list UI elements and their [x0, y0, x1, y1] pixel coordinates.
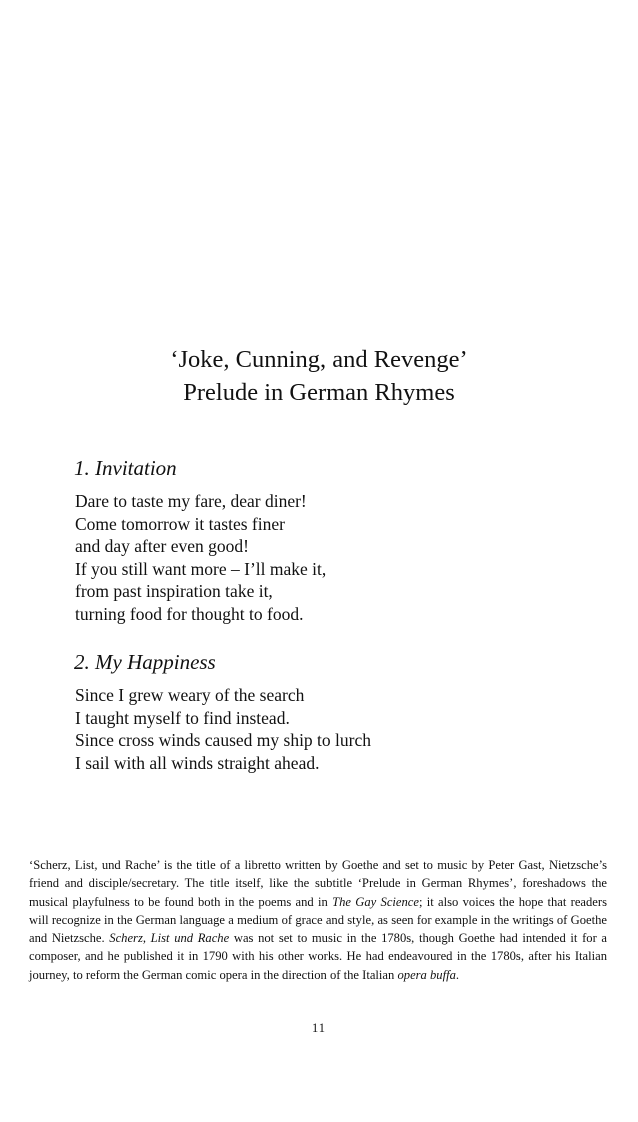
poem-line: Come tomorrow it tastes finer: [75, 513, 285, 534]
poem-number: 2.: [74, 650, 90, 674]
chapter-subtitle: Prelude in German Rhymes: [183, 379, 455, 406]
poem-title: My Happiness: [95, 650, 216, 674]
footnote-italic: opera buffa: [397, 967, 456, 982]
poem-my-happiness: [75, 650, 555, 774]
poem-line: turning food for thought to food.: [75, 603, 304, 624]
poem-line: Dare to taste my fare, dear diner!: [75, 491, 307, 511]
poem-line: I taught myself to find instead.: [75, 707, 290, 728]
poem-heading: [74, 650, 555, 674]
poem-invitation: [75, 456, 555, 625]
poem-line: Since I grew weary of the search: [75, 685, 305, 705]
poem-heading: [74, 456, 555, 480]
poem-line: If you still want more – I’ll make it,: [75, 558, 327, 579]
poem-number: 1.: [74, 456, 90, 480]
footnote-text: ‘Scherz, List, und Rache’ is the title of a libretto written by Goethe and set to music by Peter Gast, Nietzsche’s friend and disciple/secretary. The title itself, like the subtitle ‘Prelude in German Rhymes’, foreshadows the musical playfulness to be found both in the poems and in The Gay Science; it also voices the hope that readers will recognize in the German language a medium of grace and style, as seen for example in the writings of Goethe and Nietzsche. Scherz, List und Rache was not set to music in the 1780s, though Goethe had intended it for a composer, and he published it in 1790 with his other works. He had endeavoured in the 1780s, after his Italian journey, to reform the German comic opera in the direction of the Italian opera buffa.: [29, 858, 607, 982]
footnote-italic: The Gay Science: [332, 894, 419, 909]
poem-title: Invitation: [95, 456, 177, 480]
poem-line: Since cross winds caused my ship to lurch: [75, 730, 371, 750]
poem-line: I sail with all winds straight ahead.: [75, 752, 320, 773]
poem-line: from past inspiration take it,: [75, 581, 273, 601]
chapter-title-line-1: ‘Joke, Cunning, and Revenge’: [170, 346, 468, 373]
footnote-italic: Scherz, List und Rache: [109, 931, 230, 946]
page-number: 11: [311, 1021, 327, 1035]
chapter-title: [0, 343, 638, 409]
footnote: [29, 856, 607, 984]
poem-line: and day after even good!: [75, 536, 249, 556]
